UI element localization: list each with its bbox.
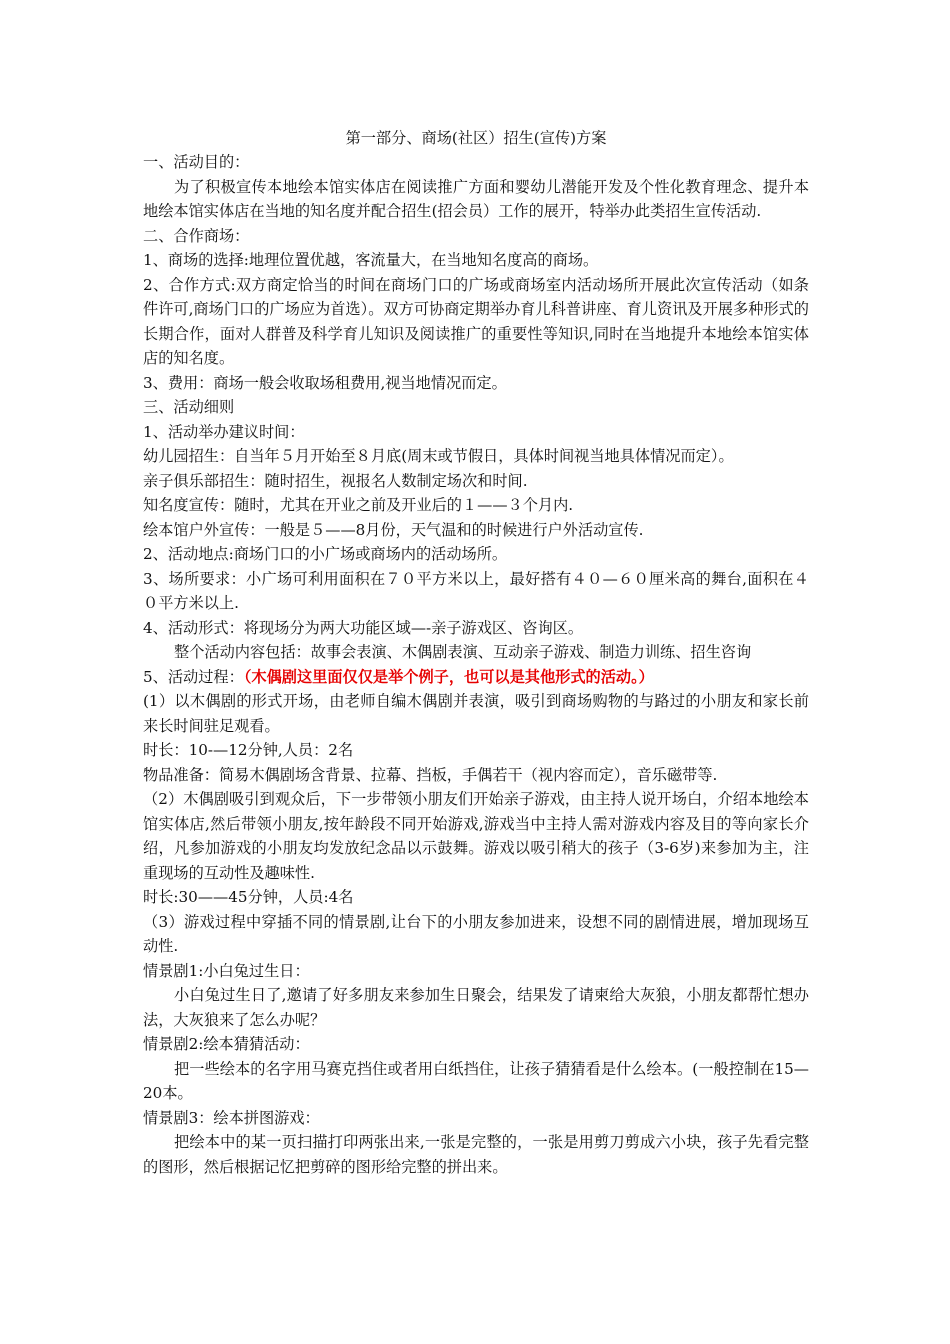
- fee-item: 3、费用：商场一般会收取场租费用,视当地情况而定。: [143, 373, 507, 392]
- time-club: 亲子俱乐部招生：随时招生，视报名人数制定场次和时间.: [143, 471, 528, 490]
- step-1-materials: 物品准备：简易木偶剧场含背景、拉幕、挡板，手偶若干（视内容而定），音乐磁带等.: [143, 765, 718, 784]
- activity-location: 2、活动地点:商场门口的小广场或商场内的活动场所。: [143, 545, 508, 563]
- step-1-duration: 时长：10-—12分钟,人员：2名: [143, 741, 354, 759]
- scene-3-text: 把绘本中的某一页扫描打印两张出来,一张是完整的，一张是用剪刀剪成六小块，孩子先看完整的图形，然后根据记忆把剪碎的图形给完整的拼出来。: [143, 1133, 809, 1176]
- scene-2-text: 把一些绘本的名字用马赛克挡住或者用白纸挡住，让孩子猜猜看是什么绘本。(一般控制在15—20本。: [143, 1059, 809, 1102]
- time-outdoor: 绘本馆户外宣传：一般是５——8月份，天气温和的时候进行户外活动宣传.: [143, 520, 644, 539]
- activity-format: 4、活动形式：将现场分为两大功能区域—-亲子游戏区、咨询区。: [143, 618, 584, 637]
- document-body: [143, 126, 809, 1179]
- venue-requirements: 3、场所要求：小广场可利用面积在７０平方米以上，最好搭有４０—６０厘米高的舞台,面积在４０平方米以上.: [143, 569, 809, 612]
- process-label: 5、活动过程：: [143, 667, 244, 686]
- activity-content: 整个活动内容包括：故事会表演、木偶剧表演、互动亲子游戏、制造力训练、招生咨询: [174, 643, 752, 661]
- scene-2-heading: 情景剧2:绘本猜猜活动：: [143, 1035, 310, 1053]
- document-title: 第一部分、商场(社区）招生(宣传)方案: [345, 129, 607, 147]
- mall-selection-item: 1、商场的选择:地理位置优越，客流量大，在当地知名度高的商场。: [143, 251, 599, 269]
- section-heading-purpose: 一、活动目的：: [143, 153, 250, 171]
- section-heading-partner-mall: 二、合作商场：: [143, 226, 250, 245]
- step-2-duration: 时长:30——45分钟，人员:4名: [143, 888, 354, 906]
- cooperation-method-item: 2、合作方式:双方商定恰当的时间在商场门口的广场或商场室内活动场所开展此次宣传活动（如条件许可,商场门口的广场应为首选）。双方可协商定期举办育儿科普讲座、育儿资讯及开展多种形式的长期合作，面对人群普及科学育儿知识及阅读推广的重要性等知识,同时在当地提升本地绘本馆实体店的知名度。: [143, 275, 809, 367]
- purpose-paragraph: 为了积极宣传本地绘本馆实体店在阅读推广方面和婴幼儿潜能开发及个性化教育理念、提升本地绘本馆实体店在当地的知名度并配合招生(招会员）工作的展开，特举办此类招生宣传活动.: [143, 177, 809, 220]
- scene-1-text: 小白兔过生日了,邀请了好多朋友来参加生日聚会，结果发了请柬给大灰狼，小朋友都帮忙想办法，大灰狼来了怎么办呢？: [143, 986, 809, 1029]
- step-3: （3）游戏过程中穿插不同的情景剧,让台下的小朋友参加进来，设想不同的剧情进展，增加现场互动性.: [143, 912, 809, 955]
- time-kindergarten: 幼儿园招生：自当年５月开始至８月底(周末或节假日，具体时间视当地具体情况而定）。: [143, 447, 734, 465]
- time-awareness: 知名度宣传：随时，尤其在开业之前及开业后的１——３个月内.: [143, 496, 574, 514]
- activity-process: [143, 665, 809, 690]
- time-heading: 1、活动举办建议时间：: [143, 422, 305, 441]
- process-note: （木偶剧这里面仅仅是举个例子，也可以是其他形式的活动。）: [243, 667, 654, 686]
- step-2: （2）木偶剧吸引到观众后，下一步带领小朋友们开始亲子游戏，由主持人说开场白，介绍本地绘本馆实体店,然后带领小朋友,按年龄段不同开始游戏,游戏当中主持人需对游戏内容及目的等向家长介绍，凡参加游戏的小朋友均发放纪念品以示鼓舞。游戏以吸引稍大的孩子（3-6岁)来参加为主，注重现场的互动性及趣味性.: [143, 790, 809, 882]
- step-1: (1）以木偶剧的形式开场，由老师自编木偶剧并表演，吸引到商场购物的与路过的小朋友和家长前来长时间驻足观看。: [143, 692, 809, 735]
- section-heading-activity-details: 三、活动细则: [143, 398, 235, 416]
- scene-1-heading: 情景剧1:小白兔过生日：: [143, 961, 310, 980]
- scene-3-heading: 情景剧3：绘本拼图游戏：: [143, 1108, 320, 1127]
